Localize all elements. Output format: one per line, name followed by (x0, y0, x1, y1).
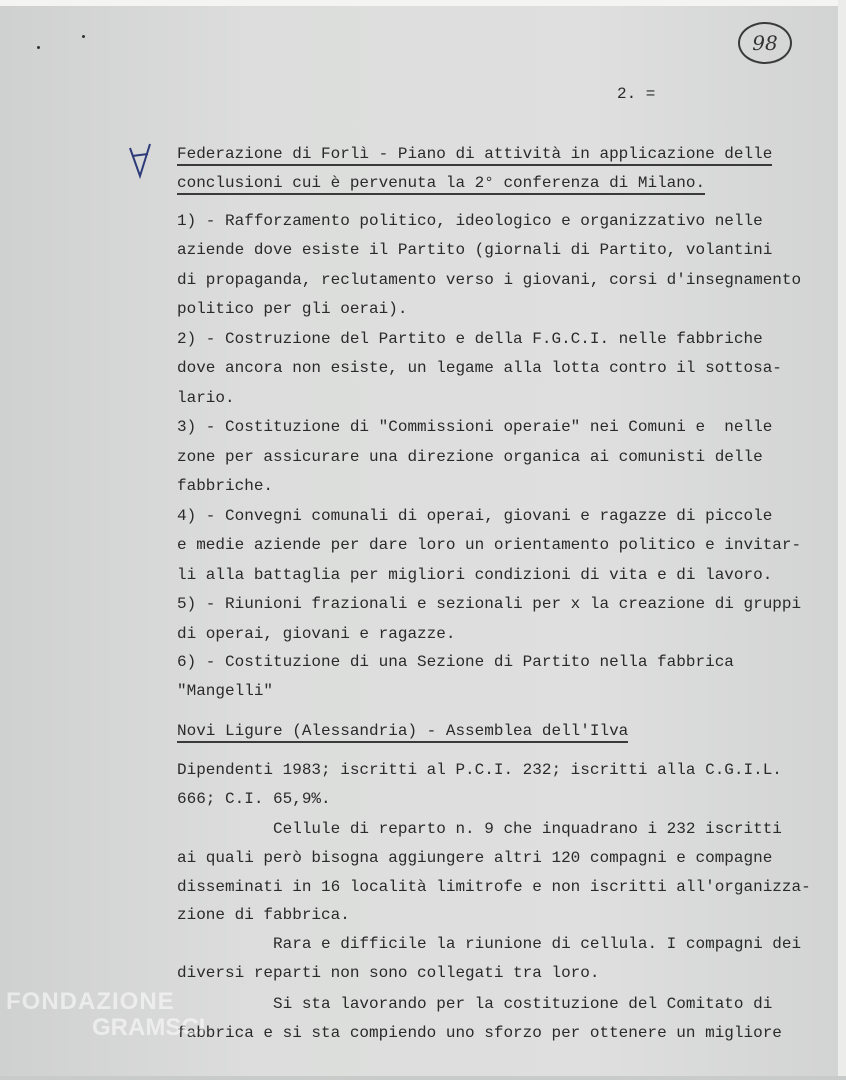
text-line: "Mangelli" (177, 682, 274, 700)
text-line: ai quali però bisogna aggiungere altri 120 compagni e compagne (177, 849, 773, 867)
scan-speck (82, 35, 85, 38)
scan-edge-bottom (0, 1076, 846, 1080)
text-line: 4) - Convegni comunali di operai, giovani e ragazze di piccole (177, 507, 773, 525)
text-line: 1) - Rafforzamento politico, ideologico e organizzativo nelle (177, 212, 763, 230)
handwritten-mark-icon (128, 142, 154, 180)
section-title-forli-line2: conclusioni cui è pervenuta la 2° conferenza di Milano. (177, 173, 705, 193)
text-line: diversi reparti non sono collegati tra loro. (177, 964, 600, 982)
text-line: 2) - Costruzione del Partito e della F.G.C.I. nelle fabbriche (177, 330, 763, 348)
scan-edge-right (838, 0, 846, 1080)
text-line: politico per gli oerai). (177, 300, 408, 318)
section-title-novi: Novi Ligure (Alessandria) - Assemblea dell'Ilva (177, 721, 628, 741)
section-title-forli-line1: Federazione di Forlì - Piano di attività in applicazione delle (177, 144, 772, 164)
watermark-line1: FONDAZIONE (6, 988, 175, 1015)
text-line: Cellule di reparto n. 9 che inquadrano i 232 iscritti (177, 820, 782, 838)
text-line: 6) - Costituzione di una Sezione di Partito nella fabbrica (177, 653, 734, 671)
text-line: disseminati in 16 località limitrofe e non iscritti all'organizza- (177, 878, 811, 896)
typed-page-number: 2. = (617, 85, 656, 103)
text-line: Rara e difficile la riunione di cellula. I compagni dei (177, 935, 802, 953)
text-line: fabbriche. (177, 477, 274, 495)
text-line: 666; C.I. 65,9%. (177, 790, 331, 808)
text-line: Si sta lavorando per la costituzione del Comitato di (177, 995, 773, 1013)
text-line: di propaganda, reclutamento verso i giovani, corsi d'insegnamento (177, 271, 802, 289)
text-line: dove ancora non esiste, un legame alla lotta contro il sottosa- (177, 359, 782, 377)
text-line: 3) - Costituzione di "Commissioni operaie" nei Comuni e nelle (177, 418, 773, 436)
text-line: zione di fabbrica. (177, 906, 350, 924)
text-line: e medie aziende per dare loro un orientamento politico e invitar- (177, 536, 802, 554)
watermark-line2: GRAMSCI (92, 1014, 206, 1041)
text-line: 5) - Riunioni frazionali e sezionali per x la creazione di gruppi (177, 595, 802, 613)
text-line: fabbrica e si sta compiendo uno sforzo per ottenere un migliore (177, 1024, 782, 1042)
handwritten-page-number: 98 (738, 22, 792, 64)
text-line: di operai, giovani e ragazze. (177, 625, 456, 643)
watermark-logo (6, 988, 205, 1042)
text-line: aziende dove esiste il Partito (giornali di Partito, volantini (177, 241, 773, 259)
scan-speck (37, 46, 40, 49)
scan-edge-top (0, 0, 846, 6)
text-line: li alla battaglia per migliori condizioni di vita e di lavoro. (177, 566, 773, 584)
text-line: lario. (177, 389, 235, 407)
text-line: zone per assicurare una direzione organica ai comunisti delle (177, 448, 763, 466)
text-line: Dipendenti 1983; iscritti al P.C.I. 232; iscritti alla C.G.I.L. (177, 761, 782, 779)
